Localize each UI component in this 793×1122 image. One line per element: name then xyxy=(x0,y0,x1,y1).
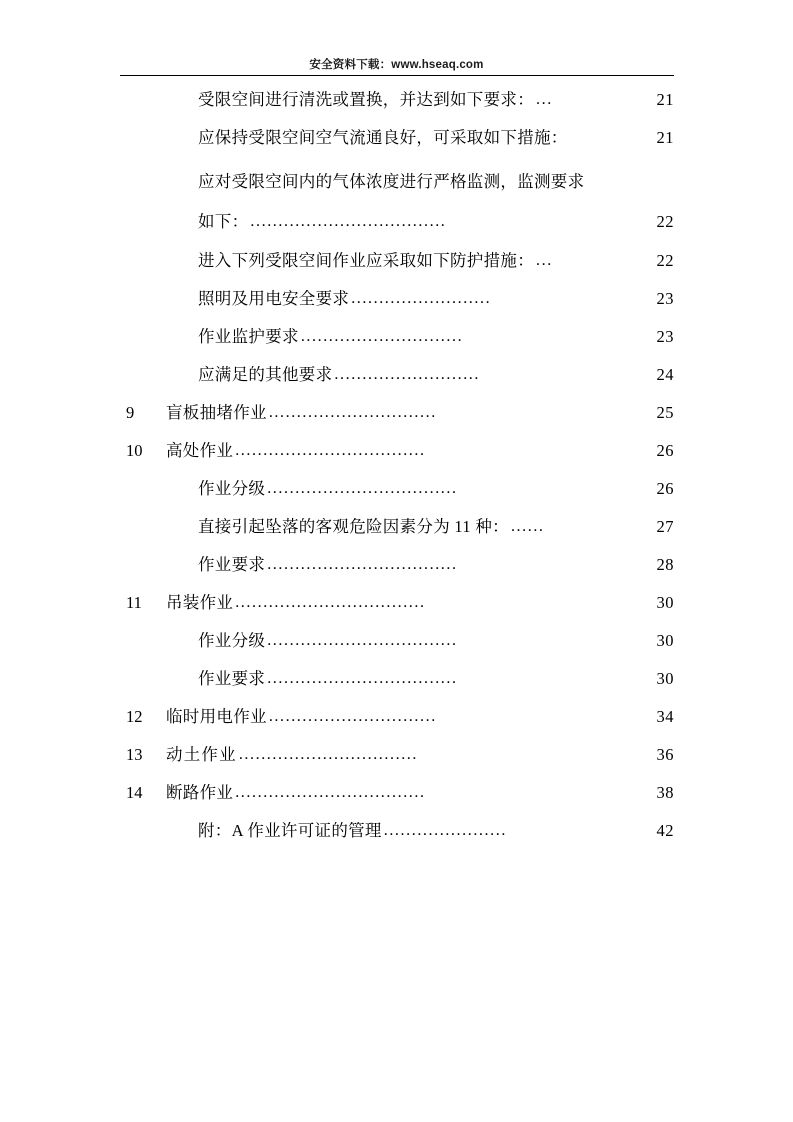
toc-entry-label-line1: 应对受限空间内的气体浓度进行严格监测，监测要求 xyxy=(198,171,585,191)
toc-entry-label: 照明及用电安全要求 xyxy=(198,288,350,308)
toc-page-number: 21 xyxy=(656,90,674,109)
toc-entry[interactable] xyxy=(120,130,674,147)
toc-entry-label: 如下： xyxy=(198,211,249,231)
toc-page-number: 21 xyxy=(656,128,674,147)
toc-page-number: 30 xyxy=(656,630,674,650)
site-watermark: 安全资料下载：www.hseaq.com xyxy=(309,59,484,71)
toc-entry[interactable] xyxy=(120,782,674,802)
toc-leader: ...... xyxy=(510,518,545,535)
toc-leader: .................................. xyxy=(267,670,458,687)
toc-entry[interactable] xyxy=(120,592,674,612)
toc-entry-label: 应满足的其他要求 xyxy=(198,364,333,384)
toc-leader: .................................. xyxy=(267,632,458,649)
toc-entry-number: 12 xyxy=(126,706,143,726)
toc-leader: .......................... xyxy=(334,366,481,383)
toc-page-number: 28 xyxy=(656,554,674,574)
toc-leader: ... xyxy=(536,252,553,269)
toc-page-number: 30 xyxy=(656,668,674,688)
toc-leader: .............................. xyxy=(268,404,437,421)
toc-page-number: 34 xyxy=(656,706,674,726)
toc-entry[interactable] xyxy=(120,402,674,422)
toc-entry[interactable] xyxy=(120,554,674,574)
toc-page-number: 24 xyxy=(656,364,674,384)
toc-leader: .................................. xyxy=(235,594,426,611)
toc-entry[interactable] xyxy=(120,168,674,232)
toc-entry-label: 吊装作业 xyxy=(166,592,234,612)
toc-leader: .................................. xyxy=(235,784,426,801)
toc-page-number: 27 xyxy=(656,516,674,536)
toc-entry[interactable] xyxy=(120,440,674,460)
toc-entry-number: 14 xyxy=(126,782,143,802)
toc-entry-label: 作业要求 xyxy=(198,554,266,574)
toc-entry-number: 13 xyxy=(126,744,143,764)
toc-entry-label: 作业监护要求 xyxy=(198,326,299,346)
header-divider xyxy=(120,75,674,76)
toc-entry[interactable] xyxy=(120,668,674,688)
toc-entry-label: 高处作业 xyxy=(166,440,234,460)
toc-leader: ...................... xyxy=(383,822,507,839)
toc-page-number: 23 xyxy=(656,288,674,308)
toc-leader: ......................... xyxy=(351,290,492,307)
toc-entry-label: 作业分级 xyxy=(198,630,266,650)
toc-entry-label: 临时用电作业 xyxy=(166,706,267,726)
toc-page-number: 38 xyxy=(656,782,674,802)
toc-leader: ................................ xyxy=(238,746,419,763)
toc-entry-label: 断路作业 xyxy=(166,782,234,802)
toc-entry-label: 直接引起坠落的客观危险因素分为 11 种： xyxy=(198,516,509,536)
toc-entry[interactable] xyxy=(120,92,674,109)
toc-entry-number: 9 xyxy=(126,402,135,422)
toc-entry[interactable] xyxy=(120,706,674,726)
toc-page-number: 42 xyxy=(656,820,674,840)
toc-page-number: 36 xyxy=(656,744,674,764)
toc-leader: ............................. xyxy=(300,328,464,345)
toc-entry-label: 受限空间进行清洗或置换，并达到如下要求： xyxy=(198,90,534,109)
toc-entry-label: 附：A 作业许可证的管理 xyxy=(198,820,382,840)
toc-entry-label: 应保持受限空间空气流通良好，可采取如下措施： xyxy=(198,128,568,147)
toc-entry[interactable] xyxy=(120,820,674,840)
toc-page-number: 26 xyxy=(656,440,674,460)
toc-page-number: 22 xyxy=(656,250,674,270)
toc-entry-label: 盲板抽堵作业 xyxy=(166,402,267,422)
toc-page-number: 30 xyxy=(656,592,674,612)
toc-entry[interactable] xyxy=(120,744,674,764)
toc-entry[interactable] xyxy=(120,630,674,650)
toc-entry[interactable] xyxy=(120,364,674,384)
toc-page-number: 22 xyxy=(656,211,674,231)
toc-entry-label: 作业分级 xyxy=(198,478,266,498)
toc-entry[interactable] xyxy=(120,326,674,346)
toc-entry[interactable] xyxy=(120,516,674,536)
toc-leader: .................................. xyxy=(267,556,458,573)
toc-leader: .................................. xyxy=(267,480,458,497)
toc-entry-number: 11 xyxy=(126,592,142,612)
toc-page-number: 25 xyxy=(656,402,674,422)
table-of-contents xyxy=(120,92,674,861)
toc-leader: .............................. xyxy=(268,708,437,725)
toc-entry-label: 进入下列受限空间作业应采取如下防护措施： xyxy=(198,250,534,270)
toc-entry-label: 动土作业 xyxy=(166,744,237,764)
toc-entry-number: 10 xyxy=(126,440,143,460)
toc-entry-label: 作业要求 xyxy=(198,668,266,688)
toc-entry[interactable] xyxy=(120,478,674,498)
toc-page-number: 23 xyxy=(656,326,674,346)
toc-entry[interactable] xyxy=(120,288,674,308)
toc-leader: ... xyxy=(536,92,553,108)
toc-leader: ................................... xyxy=(250,212,447,230)
toc-page-number: 26 xyxy=(656,478,674,498)
toc-entry[interactable] xyxy=(120,250,674,270)
toc-leader: .................................. xyxy=(235,442,426,459)
